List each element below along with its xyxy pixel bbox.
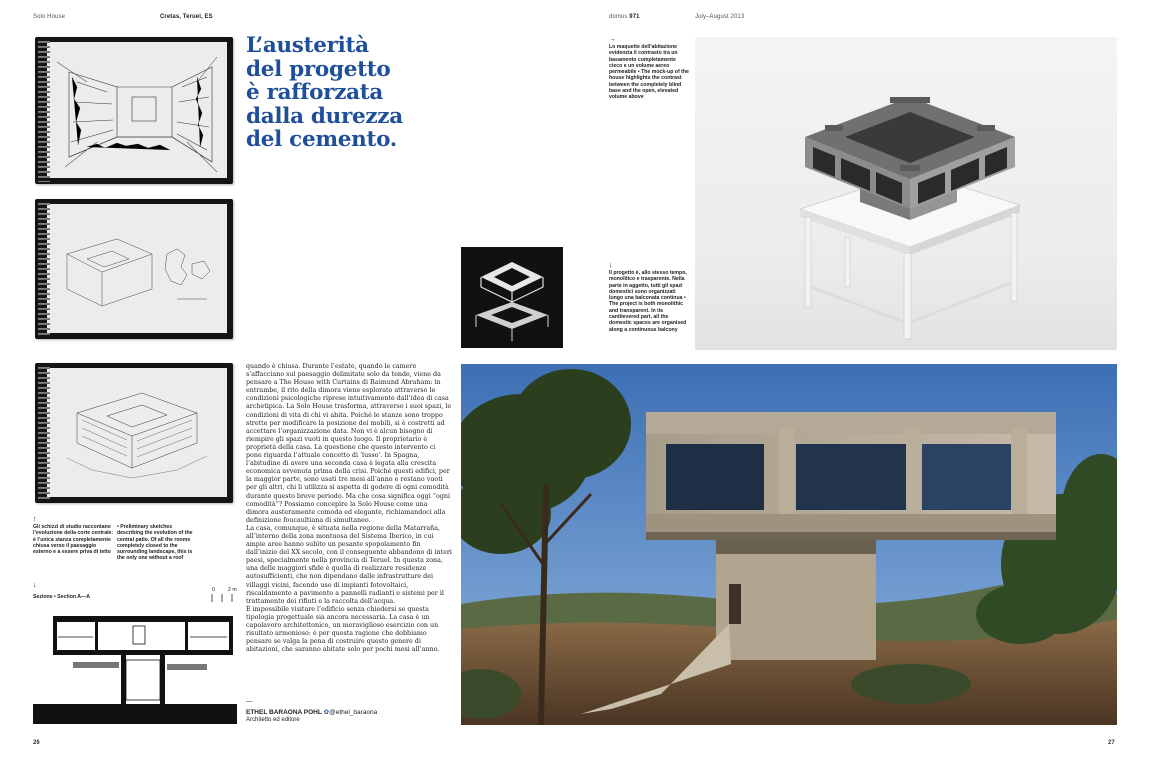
house-exterior-image	[461, 364, 1117, 725]
running-header-date: July–August 2013	[695, 14, 745, 20]
sketch-isometric-patio	[47, 204, 227, 333]
caption-project: ↓ Il progetto è, allo stesso tempo, monolitico e trasparente. Nella parte in aggetto, tutti gli spazi domestici sono organizzati lungo una balconata continua • The project is both monolithic and transparent. In its cantilevered part, all the domestic spaces are organised along a continuous balcony	[609, 262, 689, 333]
running-header-location: Cretas, Teruel, ES	[160, 14, 213, 20]
house-exterior-photo	[461, 364, 1117, 725]
sketch-house-axonometric	[47, 368, 227, 497]
scale-label-2m: 2 m	[228, 587, 237, 593]
arrow-right-icon: →	[609, 36, 616, 43]
twitter-bird-icon: ✿	[323, 709, 330, 716]
section-drawing	[33, 612, 237, 724]
running-header-section: Solo House	[33, 14, 66, 20]
author-name: ETHEL BARAONA POHL	[246, 709, 322, 716]
caption-maquette: → Lo maquette dell’abitazione evidenzia il contrasto tra un basamento completamente cieco e un volume aereo permeabile • The mock-up of the house highlights the contrast between the completely blind base and the open, elevated volume above	[609, 36, 689, 101]
caption-sketches-en: • Preliminary sketches describing the evolution of the central patio. Of all the rooms completely closed to the surrounding landscape, this is the only one without a roof	[117, 524, 193, 562]
paragraph-3: È impossibile visitare l’edificio senza chiedersi se questa tipologia progettuale sia ancora necessaria. La casa è un capolavoro architettonico, un meraviglioso esercizio con un risultato armonioso: è per questa ragione che dobbiamo pensare se valga la pena di costruire questo genere di abitazioni, che saranno abitate solo per pochi mesi all’anno.	[246, 605, 440, 654]
author-handle[interactable]: @ethel_baraona	[329, 709, 378, 716]
author-dash: —	[246, 698, 253, 705]
scale-bar-icon	[210, 594, 240, 604]
paragraph-1: quando è chiusa. Durante l’estate, quando le camere s’affacciano sul paesaggio delimitate solo da tende, viene da pensare a The House with Curtains di Raimund Abraham: in entrambe, il rito della dimora viene esplorato attraverso le condizioni psicologiche riprese intuitivamente dall’idea di casa archetipica. La Solo House trasforma, attraverso i suoi spazi, le condizioni di vita di chi vi abita. Poiché le stanze sono troppo strette per modificare la posizione dei mobili, si è costretti ad accettare l’organizzazione data. Non vi è alcun bisogno di riempire gli spazi vuoti in questo luogo. Il proprietario è proprietà della casa. La questione che questo intervento ci pone riguarda l’attuale concetto di ‘lusso’. In Spagna, l’abitudine di avere una seconda casa è legata alla crescita economica avvenuta prima della crisi. Poiché questi edifici, per la maggior parte, sono usati tre mesi all’anno e restano vuoti per gli altri, chi li utilizza si aspetta di godere di ogni comodità durante questo breve periodo. Ma che cosa significa oggi “ogni comodità”? Possiamo concepire la Solo House come una dimora austeramente comoda ed elegante, richiamandoci alla definizione foucaultiana di simultaneo.	[246, 363, 452, 524]
model-section-photo	[461, 247, 563, 348]
maquette-image	[695, 37, 1117, 350]
page-number-right: 27	[1108, 740, 1115, 746]
author-byline	[246, 708, 377, 716]
scale-label-0: 0	[212, 587, 215, 593]
arrow-down-icon: ↓	[609, 262, 613, 269]
sketchbook-1	[35, 37, 233, 184]
section-arrow	[33, 582, 37, 590]
author-role: Architetto ed editore	[246, 717, 300, 723]
model-section-image	[461, 247, 563, 348]
maquette-photo	[695, 37, 1117, 350]
arrow-up-icon: ↑	[33, 516, 37, 523]
paragraph-2: La casa, comunque, è situata nella regione della Matarraña, all’interno della zona montuosa del Sistema Iberico, in cui ampie aree hanno subìto un pesante spopolamento fin dall’inizio del XX secolo, con il conseguente abbandono di interi paesi, specialmente nella provincia di Teruel. In questa zona, una delle maggiori sfide è quella di realizzare residenze autosufficienti, che non dipendano dalle infrastrutture dei villaggi vicini, facendo uso di impianti fotovoltaici, riscaldamento a pavimento a pannelli radianti e sistemi per il trattamento dei rifiuti e la raccolta dell’acqua.	[246, 524, 452, 605]
section-label: Sezione • Section A—A	[33, 594, 90, 600]
page-number-left: 26	[33, 740, 40, 746]
sketch-room-perspective	[47, 42, 227, 178]
running-header-magazine: domus 971	[609, 14, 640, 20]
headline: L’austerità del progetto è rafforzata dalla durezza del cemento.	[246, 33, 403, 152]
caption-sketches-it: ↑ Gli schizzi di studio raccontano l’evoluzione della corte centrale: è l’unica stanza completamente chiusa verso il paesaggio esterno e a essere priva di tetto	[33, 516, 114, 556]
sketchbook-2	[35, 199, 233, 339]
arrow-down-icon: ↓	[33, 582, 37, 589]
sketchbook-3	[35, 363, 233, 503]
article-body	[246, 363, 452, 654]
